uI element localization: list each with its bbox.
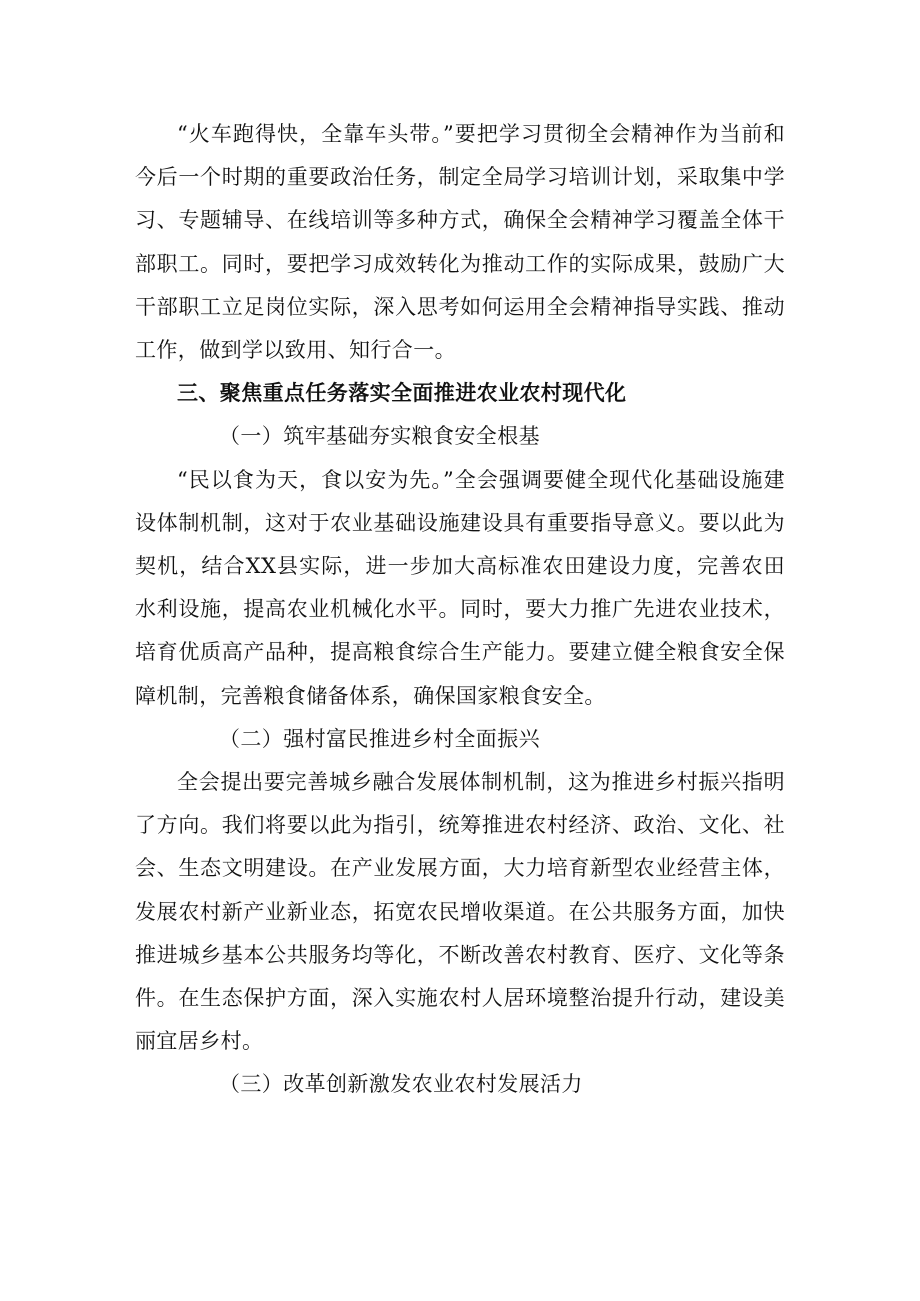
- subheading-reform-innovation: （三）改革创新激发农业农村发展活力: [219, 1072, 583, 1097]
- paragraph-study-implementation: “火车跑得快，全靠车头带。”要把学习贯彻全会精神作为当前和今后一个时期的重要政治任务，制定全局学习培训计划，采取集中学习、专题辅导、在线培训等多种方式，确保全会精神学习覆盖全体干部职工。同时，要把学习成效转化为推动工作的实际成果，鼓励广大干部职工立足岗位实际，深入思考如何运用全会精神指导实践、推动工作，做到学以致用、知行合一。: [135, 122, 785, 363]
- section-heading-three: 三、聚焦重点任务落实全面推进农业农村现代化: [177, 381, 627, 406]
- paragraph-food-security: “民以食为天，食以安为先。”全会强调要健全现代化基础设施建设体制机制，这对于农业基础设施建设具有重要指导意义。要以此为契机，结合XX县实际，进一步加大高标准农田建设力度，完善农田水利设施，提高农业机械化水平。同时，要大力推广先进农业技术，培育优质高产品种，提高粮食综合生产能力。要建立健全粮食安全保障机制，完善粮食储备体系，确保国家粮食安全。: [135, 467, 785, 708]
- subheading-food-security: （一）筑牢基础夯实粮食安全根基: [219, 424, 540, 449]
- document-body: [135, 113, 785, 1107]
- subheading-rural-revitalization: （二）强村富民推进乡村全面振兴: [219, 726, 540, 751]
- paragraph-rural-revitalization: 全会提出要完善城乡融合发展体制机制，这为推进乡村振兴指明了方向。我们将要以此为指引，统筹推进农村经济、政治、文化、社会、生态文明建设。在产业发展方面，大力培育新型农业经营主体，发展农村新产业新业态，拓宽农民增收渠道。在公共服务方面，加快推进城乡基本公共服务均等化，不断改善农村教育、医疗、文化等条件。在生态保护方面，深入实施农村人居环境整治提升行动，建设美丽宜居乡村。: [135, 770, 785, 1054]
